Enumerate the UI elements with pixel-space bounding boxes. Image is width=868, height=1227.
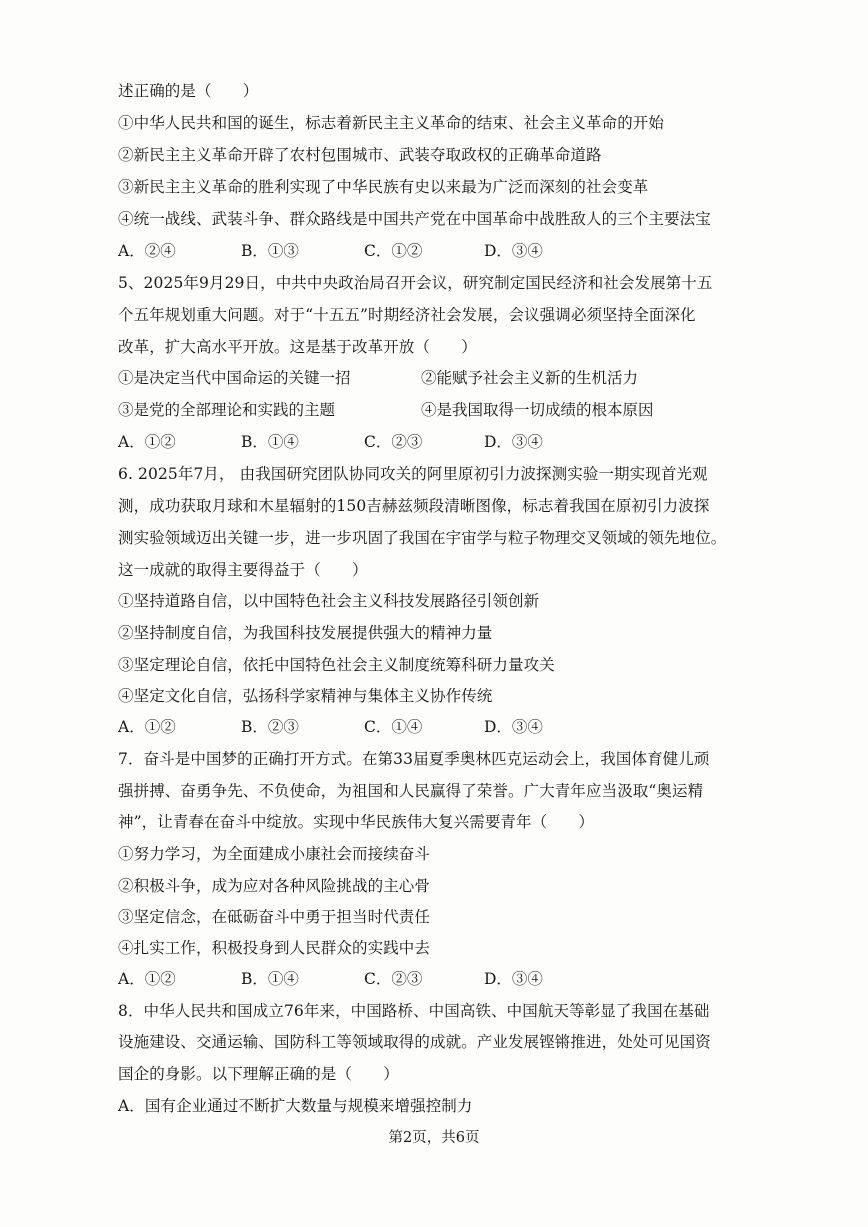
q7-stem-1: 7．奋斗是中国梦的正确打开方式。在第33届夏季奥林匹克运动会上，我国体育健儿顽	[118, 750, 710, 768]
q5-item-3: ③是党的全部理论和实践的主题	[118, 401, 336, 419]
q6-option-b: B．②③	[241, 718, 299, 736]
q7-option-a: A．①②	[118, 970, 176, 988]
q5-stem-3: 改革，扩大高水平开放。这是基于改革开放（ ）	[118, 338, 477, 356]
q7-item-4: ④扎实工作，积极投身到人民群众的实践中去	[118, 939, 431, 957]
q7-item-2: ②积极斗争，成为应对各种风险挑战的主心骨	[118, 877, 431, 895]
q8-option-a: A．国有企业通过不断扩大数量与规模来增强控制力	[118, 1097, 473, 1115]
q7-item-3: ③坚定信念，在砥砺奋斗中勇于担当时代责任	[118, 908, 431, 926]
q8-stem-2: 设施建设、交通运输、国防科工等领域取得的成就。产业发展铿锵推进，处处可见国资	[118, 1033, 711, 1051]
q6-stem-3: 测实验领域迈出关键一步，进一步巩固了我国在宇宙学与粒子物理交叉领域的领先地位。	[118, 529, 727, 547]
q5-option-c: C．②③	[364, 433, 423, 451]
q6-item-1: ①坚持道路自信，以中国特色社会主义科技发展路径引领创新	[118, 592, 540, 610]
q6-stem-4: 这一成就的取得主要得益于（ ）	[118, 561, 368, 579]
q7-option-d: D．③④	[484, 970, 543, 988]
q7-item-1: ①努力学习，为全面建成小康社会而接续奋斗	[118, 845, 431, 863]
q6-stem-2: 测，成功获取月球和木星辐射的150吉赫兹频段清晰图像，标志着我国在原初引力波探	[118, 497, 710, 515]
q4-item-1: ①中华人民共和国的诞生，标志着新民主主义革命的结束、社会主义革命的开始	[118, 114, 665, 132]
q5-items-row-1	[118, 368, 738, 388]
q5-option-a: A．①②	[118, 433, 176, 451]
q8-stem-1: 8．中华人民共和国成立76年来，中国路桥、中国高铁、中国航天等彰显了我国在基础	[118, 1002, 710, 1020]
q5-item-4: ④是我国取得一切成绩的根本原因	[421, 401, 654, 419]
q7-option-b: B．①④	[241, 970, 299, 988]
q4-stem-tail: 述正确的是（ ）	[118, 82, 259, 100]
q5-options	[118, 432, 738, 452]
q4-option-a: A．②④	[118, 242, 176, 260]
q4-item-4: ④统一战线、武装斗争、群众路线是中国共产党在中国革命中战胜敌人的三个主要法宝	[118, 210, 711, 228]
q5-item-2: ②能赋予社会主义新的生机活力	[421, 369, 639, 387]
q6-item-2: ②坚持制度自信，为我国科技发展提供强大的精神力量	[118, 624, 493, 642]
q6-option-c: C．①④	[364, 718, 423, 736]
q5-items-row-2	[118, 400, 738, 420]
q6-options	[118, 717, 738, 737]
q4-option-b: B．①③	[241, 242, 299, 260]
q6-stem-1: 6. 2025年7月， 由我国研究团队协同攻关的阿里原初引力波探测实验一期实现首光观	[118, 465, 708, 483]
q7-option-c: C．②③	[364, 970, 423, 988]
q7-stem-3: 神”，让青春在奋斗中绽放。实现中华民族伟大复兴需要青年（ ）	[118, 813, 595, 831]
q4-option-c: C．①②	[364, 242, 423, 260]
q6-option-a: A．①②	[118, 718, 176, 736]
q5-item-1: ①是决定当代中国命运的关键一招	[118, 369, 351, 387]
q6-option-d: D．③④	[484, 718, 543, 736]
q5-option-d: D．③④	[484, 433, 543, 451]
q8-stem-3: 国企的身影。以下理解正确的是（ ）	[118, 1065, 399, 1083]
q7-stem-2: 强拼搏、奋勇争先、不负使命，为祖国和人民赢得了荣誉。广大青年应当汲取“奥运精	[118, 782, 704, 800]
page-footer: 第2页，共6页	[388, 1130, 480, 1146]
q4-option-d: D．③④	[484, 242, 543, 260]
q4-item-2: ②新民主主义革命开辟了农村包围城市、武装夺取政权的正确革命道路	[118, 146, 602, 164]
q4-item-3: ③新民主主义革命的胜利实现了中华民族有史以来最为广泛而深刻的社会变革	[118, 178, 649, 196]
q4-options	[118, 241, 738, 261]
q5-stem-1: 5、2025年9月29日，中共中央政治局召开会议，研究制定国民经济和社会发展第十五	[118, 274, 713, 292]
q6-item-3: ③坚定理论自信，依托中国特色社会主义制度统筹科研力量攻关	[118, 656, 555, 674]
q5-stem-2: 个五年规划重大问题。对于“十五五”时期经济社会发展，会议强调必须坚持全面深化	[118, 306, 696, 324]
q5-option-b: B．①④	[241, 433, 299, 451]
q6-item-4: ④坚定文化自信，弘扬科学家精神与集体主义协作传统	[118, 687, 493, 705]
q7-options	[118, 969, 738, 989]
